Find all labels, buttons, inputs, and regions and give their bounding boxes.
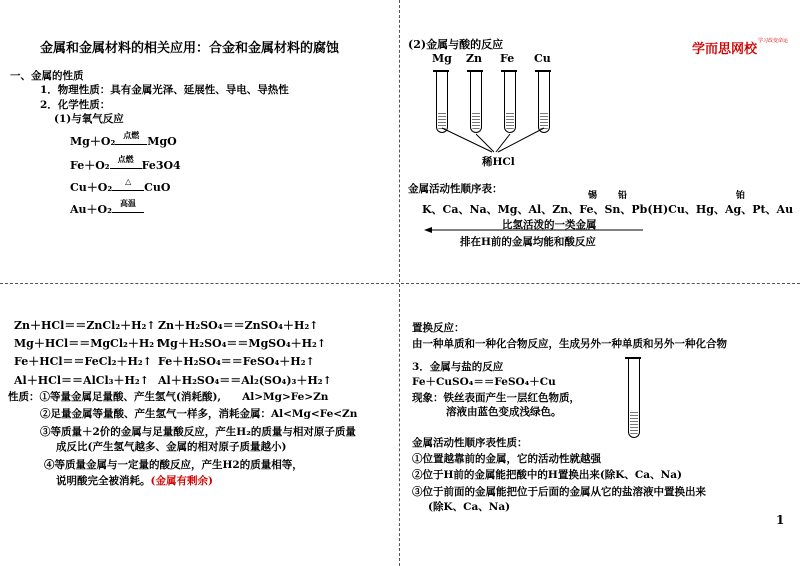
acid-reaction-title: (2)金属与酸的反应 xyxy=(408,38,504,51)
equation-al-hcl: Al＋HCl＝＝AlCl₃＋H₂↑ xyxy=(14,374,149,387)
displacement-definition: 由一种单质和一种化合物反应，生成另外一种单质和另外一种化合物 xyxy=(412,338,727,350)
series-rule-3-cont: (除K、Ca、Na) xyxy=(428,501,511,513)
equation-mg-h2so4: Mg＋H₂SO₄＝＝MgSO₄＋H₂↑ xyxy=(158,337,327,350)
series-rule-1: ①位置越靠前的金属，它的活动性就越强 xyxy=(412,453,601,465)
equation-al-h2so4: Al＋H₂SO₄＝＝Al₂(SO₄)₃＋H₂↑ xyxy=(158,374,332,387)
eq-condition: 点燃 xyxy=(117,154,134,164)
page-number: 1 xyxy=(776,513,785,527)
equation-zn-hcl: Zn＋HCl＝＝ZnCl₂＋H₂↑ xyxy=(14,319,156,332)
property-4: ④等质量金属与一定量的酸反应，产生H2的质量相等， xyxy=(44,459,303,471)
displacement-heading: 置换反应： xyxy=(412,322,465,334)
metal-label: Zn xyxy=(466,52,483,65)
eq-condition: △ xyxy=(125,176,132,186)
equation-au-o2 xyxy=(70,198,144,217)
property-3: ③等质量＋2价的金属与足量酸反应，产生H₂的质量与相对原子质量 xyxy=(40,426,356,438)
series-properties-heading: 金属活动性顺序表性质： xyxy=(412,437,528,449)
chemical-properties: 2．化学性质： xyxy=(40,99,111,111)
eq-condition: 高温 xyxy=(119,198,136,208)
logo-slogan: 学习改变命运 xyxy=(758,38,789,44)
activity-series: K、Ca、Na、Mg、Al、Zn、Fe、Sn、Pb(H)Cu、Hg、Ag、Pt、Au xyxy=(422,203,794,216)
property-4-text: 说明酸完全被消耗。 xyxy=(56,475,151,487)
test-tube xyxy=(628,359,640,438)
metal-label: Mg xyxy=(432,52,452,65)
equation-cu-o2 xyxy=(70,176,171,195)
phenomenon: 现象：铁丝表面产生一层红色物质， xyxy=(412,392,580,404)
salt-reaction-heading: 3．金属与盐的反应 xyxy=(412,361,504,373)
lead-label: 铅 xyxy=(618,191,628,201)
equation-fe-o2 xyxy=(70,154,181,173)
eq-right: MgO xyxy=(147,135,177,148)
equation-zn-h2so4: Zn＋H₂SO₄＝＝ZnSO₄＋H₂↑ xyxy=(158,319,319,332)
eq-left: Au＋O₂ xyxy=(70,203,112,216)
equation-mg-o2 xyxy=(70,130,177,149)
slide-title: 金属和金属材料的相关应用：合金和金属材料的腐蚀 xyxy=(40,41,340,56)
tin-label: 锡 xyxy=(588,191,598,201)
eq-right: CuO xyxy=(144,181,171,194)
activity-series-title: 金属活动性顺序表： xyxy=(408,183,503,195)
slide-2 xyxy=(400,0,800,283)
physical-properties: 1．物理性质：具有金属光泽、延展性、导电、导热性 xyxy=(40,84,289,96)
eq-left: Cu＋O₂ xyxy=(70,181,113,194)
acid-reactive-note: 排在H前的金属均能和酸反应 xyxy=(460,236,596,248)
metal-remains-note: (金属有剩余) xyxy=(150,475,213,487)
eq-condition: 点燃 xyxy=(123,130,140,140)
property-1: 性质：①等量金属足量酸、产生氢气(消耗酸), Al>Mg>Fe>Zn xyxy=(8,391,329,403)
platinum-label: 铂 xyxy=(736,191,746,201)
slide-4 xyxy=(400,283,800,566)
eq-right: Fe3O4 xyxy=(141,159,181,172)
property-4-cont xyxy=(56,475,213,488)
metal-label: Cu xyxy=(534,52,551,65)
section-heading: 一、金属的性质 xyxy=(10,70,84,82)
equation-mg-hcl: Mg＋HCl＝＝MgCl₂＋H₂↑ xyxy=(14,337,164,350)
equation-fe-hcl: Fe＋HCl＝＝FeCl₂＋H₂↑ xyxy=(14,355,152,368)
oxygen-reaction-heading: (1)与氧气反应 xyxy=(54,113,124,125)
equation-fe-h2so4: Fe＋H₂SO₄＝＝FeSO₄＋H₂↑ xyxy=(158,355,315,368)
metal-label: Fe xyxy=(500,52,515,65)
acid-label: 稀HCl xyxy=(482,156,515,168)
property-2: ②足量金属等量酸、产生氢气一样多，消耗金属：Al<Mg<Fe<Zn xyxy=(40,408,358,420)
logo-xueersi: 学而思网校 xyxy=(692,42,758,57)
equation-fe-cuso4: Fe＋CuSO₄＝＝FeSO₄＋Cu xyxy=(412,376,556,388)
slide-1 xyxy=(0,0,400,283)
more-active-note: 比氢活泼的一类金属 xyxy=(502,219,597,231)
eq-left: Mg＋O₂ xyxy=(70,135,116,148)
series-rule-3: ③位于前面的金属能把位于后面的金属从它的盐溶液中置换出来 xyxy=(412,486,706,498)
property-3-cont: 成反比(产生氢气越多、金属的相对原子质量越小) xyxy=(56,441,287,453)
eq-left: Fe＋O₂ xyxy=(70,159,110,172)
series-rule-2: ②位于H前的金属能把酸中的H置换出来(除K、Ca、Na) xyxy=(412,469,682,481)
slide-3 xyxy=(0,283,400,566)
phenomenon-cont: 溶液由蓝色变成浅绿色。 xyxy=(446,406,562,418)
